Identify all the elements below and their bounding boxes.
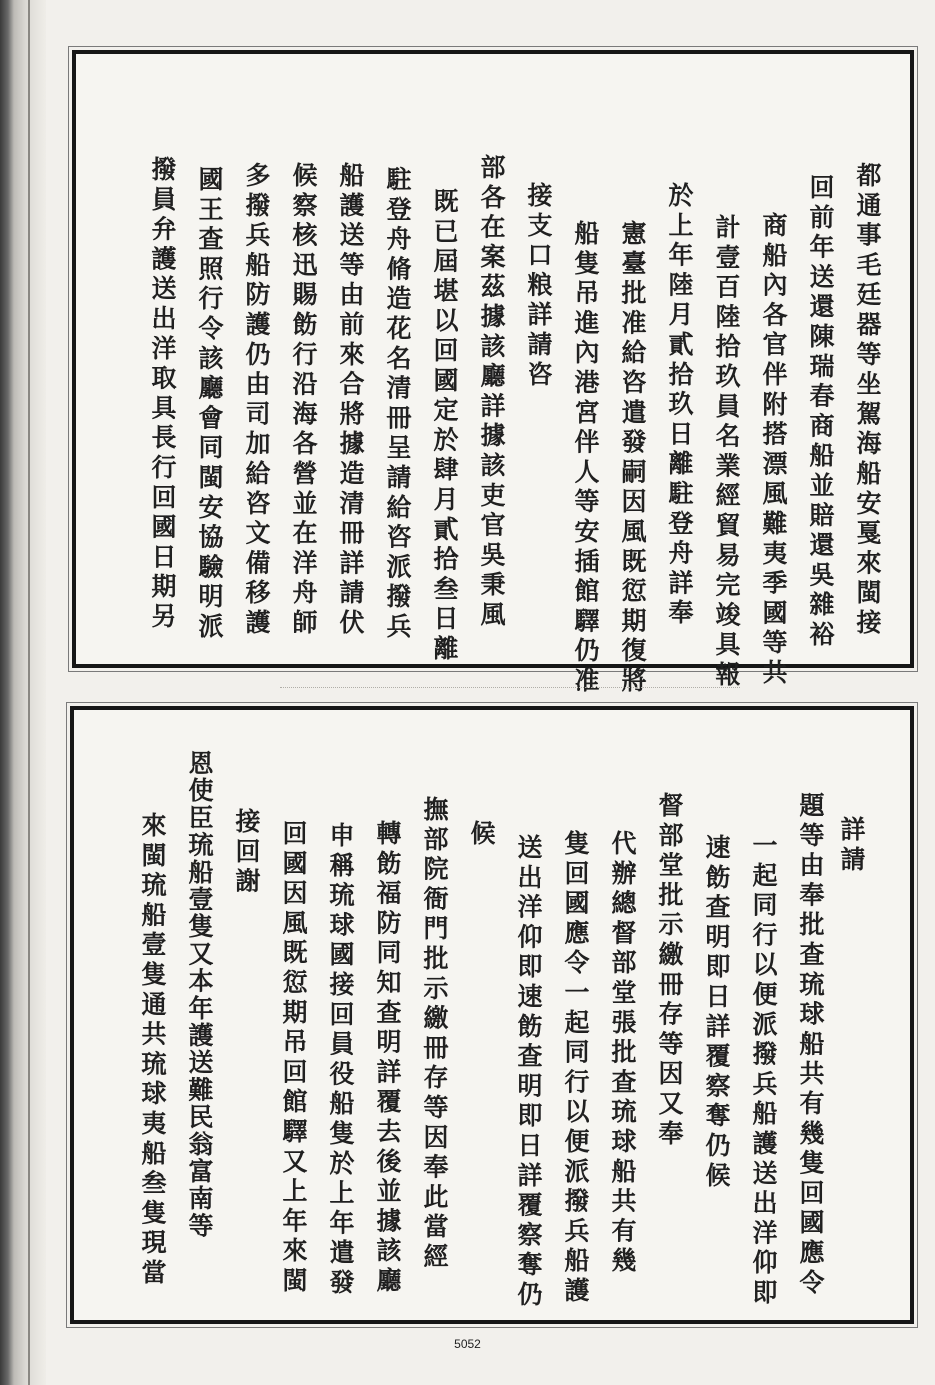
- bottom-column-1: 詳請: [837, 816, 866, 876]
- page-number: 5052: [454, 1337, 481, 1351]
- document-panel-bottom: [70, 706, 914, 1324]
- bottom-column-14: 接回謝: [232, 808, 261, 898]
- binding-shadow-line: [28, 0, 30, 1385]
- bottom-column-6: 代辦總督部堂張批查琉球船共有幾: [608, 830, 637, 1277]
- bottom-column-9: 候: [467, 820, 496, 850]
- bottom-column-2: 題等由奉批查琉球船共有幾隻回國應令: [796, 792, 825, 1299]
- top-column-2: 回前年送還陳瑞春商船並賠還吳雜裕: [806, 174, 835, 651]
- bottom-column-8: 送出洋仰即速飭查明即日詳覆察奪仍: [514, 834, 543, 1311]
- top-column-5: 於上年陸月貳拾玖日離駐登舟詳奉: [665, 182, 694, 629]
- bottom-text-columns: [74, 710, 910, 1320]
- bottom-column-15: 恩使臣琉船壹隻又本年護送難民翁富南等: [185, 750, 214, 1240]
- top-column-3: 商船內各官伴附搭漂風難夷季國等共: [759, 212, 788, 689]
- top-column-1: 都通事毛廷器等坐駕海船安戛來閩接: [853, 162, 882, 639]
- bottom-column-13: 回國因風既愆期吊回館驛又上年來閩: [279, 820, 308, 1297]
- bottom-column-16: 來閩琉船壹隻通共琉球夷船叁隻現當: [138, 812, 167, 1289]
- bottom-column-10: 撫部院衙門批示繳冊存等因奉此當經: [420, 796, 449, 1273]
- top-column-7: 船隻吊進內港宮伴人等安插館驛仍准: [571, 220, 600, 697]
- bottom-column-4: 速飭查明即日詳覆察奪仍候: [702, 834, 731, 1192]
- bottom-column-11: 轉飭福防同知查明詳覆去後並據該廳: [373, 820, 402, 1297]
- book-binding-edge: [0, 0, 46, 1385]
- top-column-11: 駐登舟脩造花名清冊呈請給咨派撥兵: [383, 166, 412, 643]
- fold-separator: [280, 687, 740, 690]
- top-column-12: 船護送等由前來合將據造清冊詳請伏: [336, 162, 365, 639]
- top-column-14: 多撥兵船防護仍由司加給咨文備移護: [242, 162, 271, 639]
- top-column-15: 國王查照行令該廳會同閩安協驗明派: [195, 166, 224, 643]
- top-column-4: 計壹百陸拾玖員名業經貿易完竣具報: [712, 214, 741, 691]
- bottom-column-3: 一起同行以便派撥兵船護送出洋仰即: [749, 832, 778, 1309]
- top-column-8: 接支口粮詳請咨: [524, 182, 553, 391]
- top-column-10: 既已屆堪以回國定於肆月貳拾叁日離: [430, 188, 459, 665]
- top-column-16: 撥員弁護送出洋取具長行回國日期另: [148, 156, 177, 633]
- top-column-13: 候察核迅賜飭行沿海各營並在洋舟師: [289, 162, 318, 639]
- top-column-6: 憲臺批准給咨遣發嗣因風既愆期復將: [618, 220, 647, 697]
- bottom-column-7: 隻回國應令一起同行以便派撥兵船護: [561, 830, 590, 1307]
- bottom-column-12: 申稱琉球國接回員役船隻於上年遣發: [326, 822, 355, 1299]
- bottom-column-5: 督部堂批示繳冊存等因又奉: [655, 792, 684, 1150]
- top-text-columns: [76, 54, 910, 697]
- document-panel-top: [72, 50, 914, 697]
- top-column-9: 部各在案茲據該廳詳據該吏官吳秉風: [477, 154, 506, 631]
